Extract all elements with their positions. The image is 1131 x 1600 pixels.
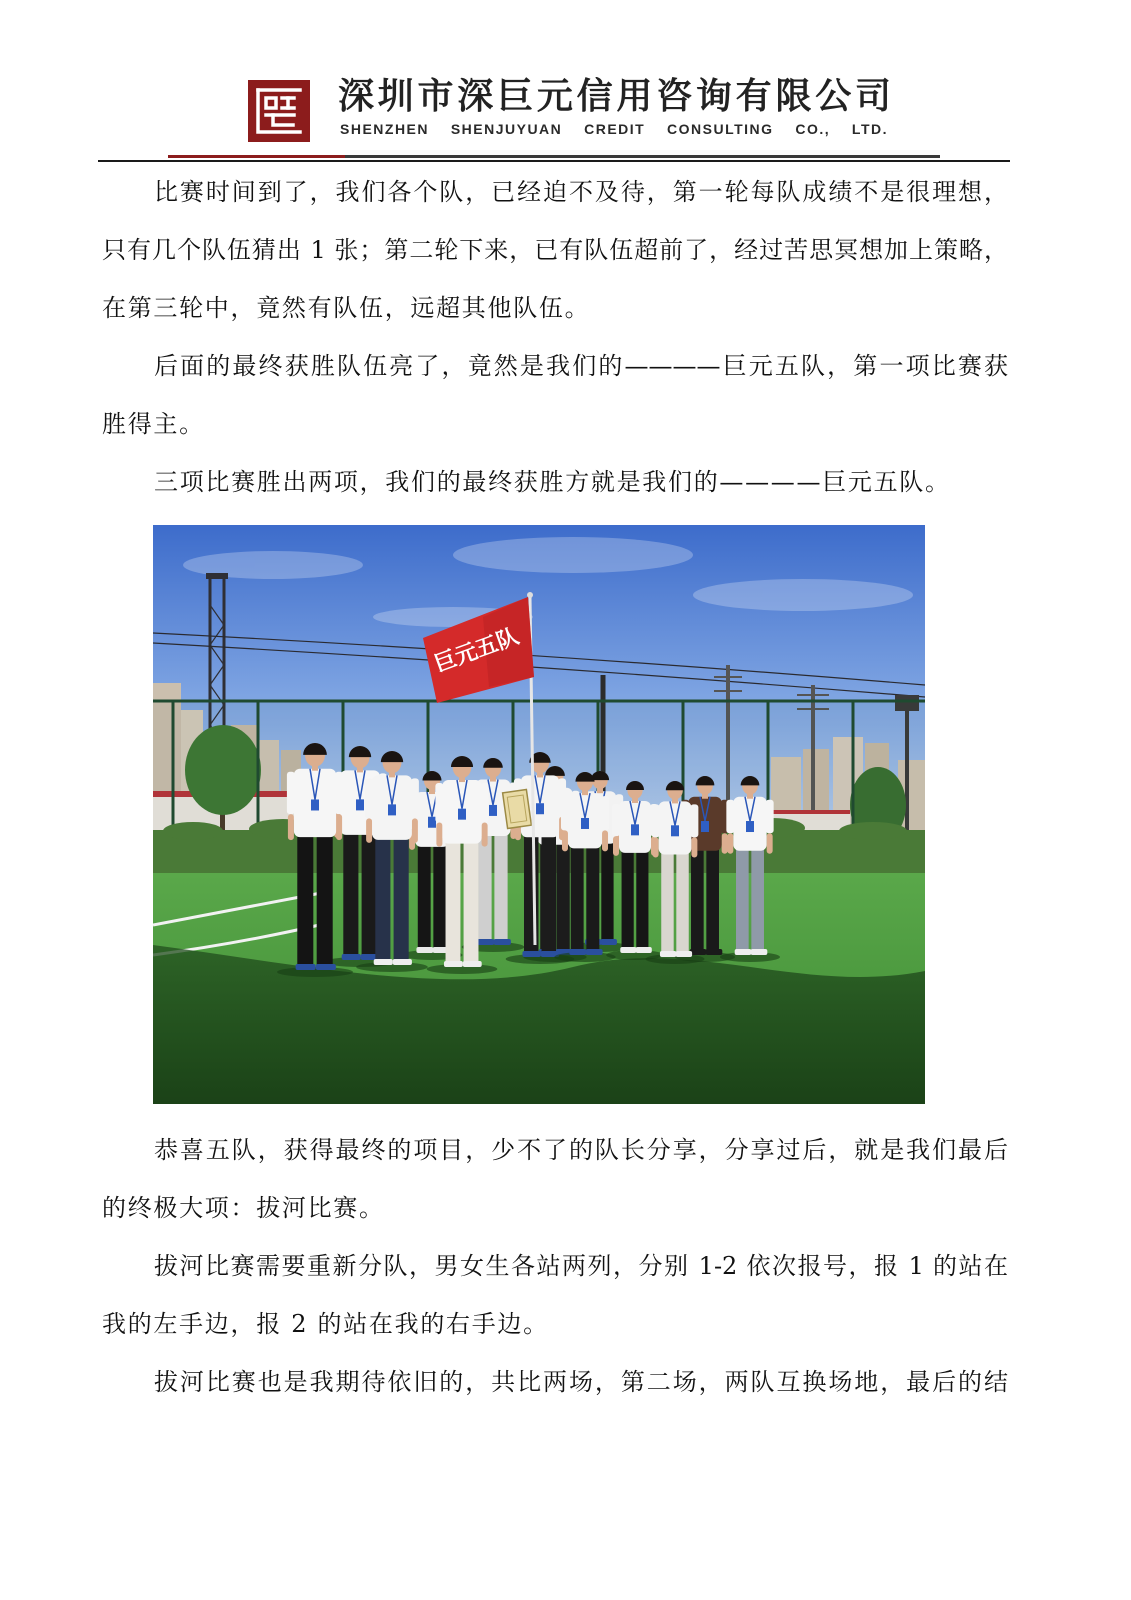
text-line: 恭喜五队，获得最终的项目，少不了的队长分享，分享过后，就是我们最后: [154, 1136, 1008, 1164]
header-rule-upper: [345, 155, 940, 158]
award-certificate: [503, 790, 532, 829]
company-name: 深圳市深巨元信用咨询有限公司: [338, 77, 891, 117]
paragraph: [102, 1121, 1008, 1237]
paragraph: [102, 163, 1008, 337]
text-line: 拔河比赛需要重新分队，男女生各站两列，分别 1-2 依次报号，报 1 的站在: [154, 1252, 1008, 1280]
company-name-english: SHENZHEN SHENJUYUAN CREDIT CONSULTING CO., LTD.: [340, 121, 888, 137]
header-rule: [98, 160, 1010, 162]
paragraph: [102, 1237, 1008, 1353]
flag-text: 巨元五队: [431, 624, 523, 678]
paragraph: [102, 337, 1008, 453]
team-photo: [153, 525, 925, 1104]
shenjuyuan-logo-icon: [248, 80, 310, 142]
text-line: 我的左手边，报 2 的站在我的右手边。: [102, 1310, 549, 1338]
article-section-2: [102, 1121, 1008, 1411]
text-line: 拔河比赛也是我期待依旧的，共比两场，第二场，两队互换场地，最后的结: [154, 1368, 1008, 1396]
text-line: 只有几个队伍猜出 1 张；第二轮下来，已有队伍超前了，经过苦思冥想加上策略，: [102, 236, 1008, 264]
article-section-1: [102, 163, 1008, 511]
text-line: 胜得主。: [102, 410, 205, 438]
text-line: 在第三轮中，竟然有队伍，远超其他队伍。: [102, 294, 591, 322]
logo-mark: [248, 80, 310, 142]
text-line: 后面的最终获胜队伍亮了，竟然是我们的————巨元五队，第一项比赛获: [154, 352, 1008, 380]
text-line: 三项比赛胜出两项，我们的最终获胜方就是我们的————巨元五队。: [154, 468, 951, 496]
text-line: 比赛时间到了，我们各个队，已经迫不及待，第一轮每队成绩不是很理想，: [154, 178, 1008, 206]
text-line: 的终极大项：拔河比赛。: [102, 1194, 385, 1222]
paragraph: [102, 453, 1008, 511]
paragraph: [102, 1353, 1008, 1411]
header-rule-accent: [168, 155, 345, 158]
